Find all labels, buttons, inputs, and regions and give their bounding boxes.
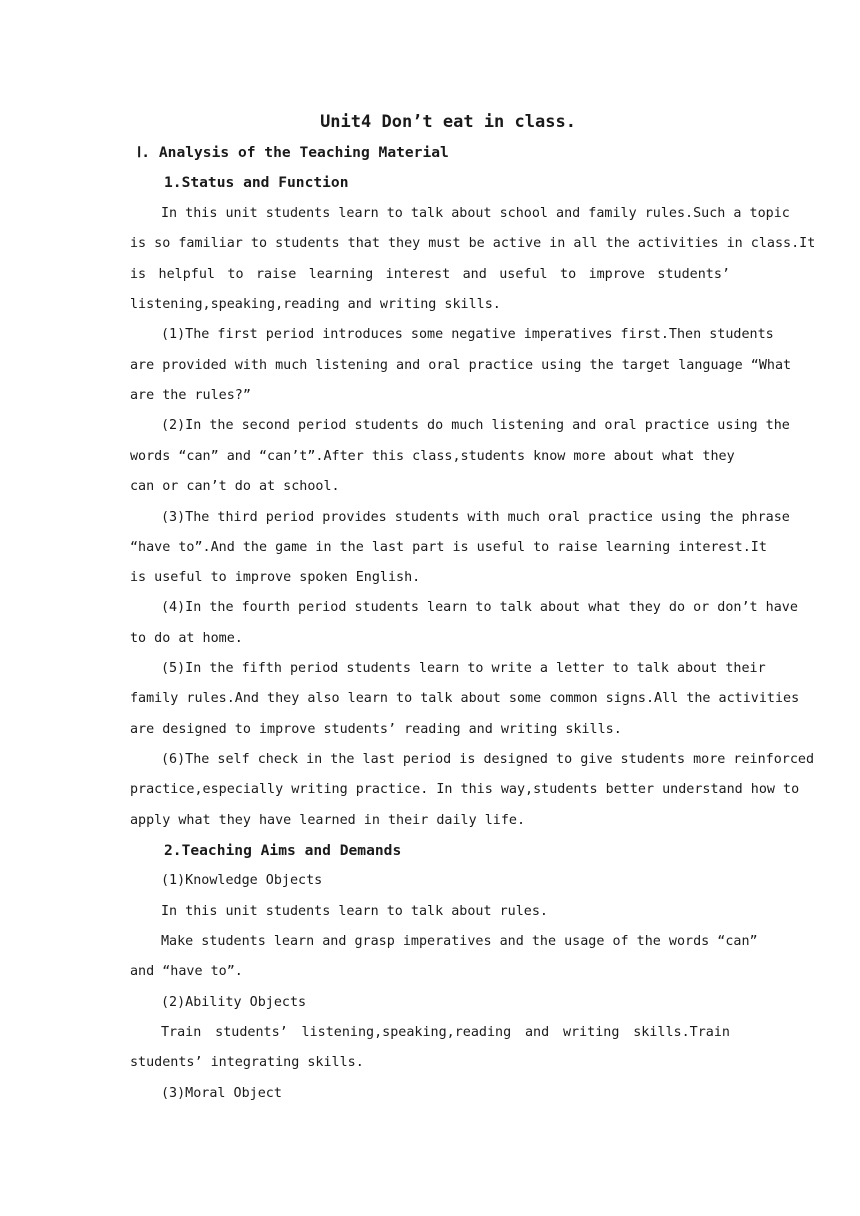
paragraph-line: to do at home. — [130, 631, 243, 646]
paragraph-line: (5)In the fifth period students learn to write a letter to talk about their — [161, 661, 766, 676]
paragraph-line: practice,especially writing practice. In this way,students better understand how to — [130, 782, 800, 797]
paragraph-line: (6)The self check in the last period is designed to give students more reinforced — [161, 752, 815, 767]
paragraph-line: Make students learn and grasp imperatives and the usage of the words “can” — [161, 934, 758, 949]
paragraph-line: (4)In the fourth period students learn to talk about what they do or don’t have — [161, 600, 798, 615]
paragraph-line: listening,speaking,reading and writing skills. — [130, 297, 501, 312]
paragraph-line: “have to”.And the game in the last part is useful to raise learning interest.It — [130, 540, 767, 555]
subheading-teaching-aims: 2.Teaching Aims and Demands — [164, 842, 402, 859]
paragraph-line: (2)In the second period students do much listening and oral practice using the — [161, 418, 790, 433]
paragraph-line: are designed to improve students’ reading and writing skills. — [130, 722, 622, 737]
ability-objects-label: (2)Ability Objects — [161, 995, 307, 1010]
paragraph-line: words “can” and “can’t”.After this class,students know more about what they — [130, 449, 735, 464]
subheading-status-function: 1.Status and Function — [164, 174, 349, 191]
paragraph-line: (3)The third period provides students with much oral practice using the phrase — [161, 510, 790, 525]
paragraph-line: (1)The first period introduces some negative imperatives first.Then students — [161, 327, 774, 342]
document-title: Unit4 Don’t eat in class. — [320, 112, 576, 132]
paragraph-line: are provided with much listening and oral practice using the target language “What — [130, 358, 792, 373]
paragraph-line: apply what they have learned in their daily life. — [130, 813, 526, 828]
section-heading-analysis: Ⅰ. Analysis of the Teaching Material — [137, 144, 449, 161]
paragraph-line: is useful to improve spoken English. — [130, 570, 421, 585]
paragraph-line: is so familiar to students that they must be active in all the activities in class.It — [130, 236, 816, 251]
knowledge-objects-label: (1)Knowledge Objects — [161, 873, 323, 888]
paragraph-line: In this unit students learn to talk about rules. — [161, 904, 548, 919]
paragraph-line: Train students’ listening,speaking,reading and writing skills.Train — [161, 1025, 730, 1040]
paragraph-line: can or can’t do at school. — [130, 479, 340, 494]
paragraph-line: students’ integrating skills. — [130, 1055, 364, 1070]
paragraph-line: is helpful to raise learning interest and useful to improve students’ — [130, 267, 730, 282]
paragraph-line: and “have to”. — [130, 964, 243, 979]
paragraph-line: are the rules?” — [130, 388, 251, 403]
moral-object-label: (3)Moral Object — [161, 1086, 282, 1101]
paragraph-line: In this unit students learn to talk about school and family rules.Such a topic — [161, 206, 790, 221]
paragraph-line: family rules.And they also learn to talk about some common signs.All the activities — [130, 691, 800, 706]
